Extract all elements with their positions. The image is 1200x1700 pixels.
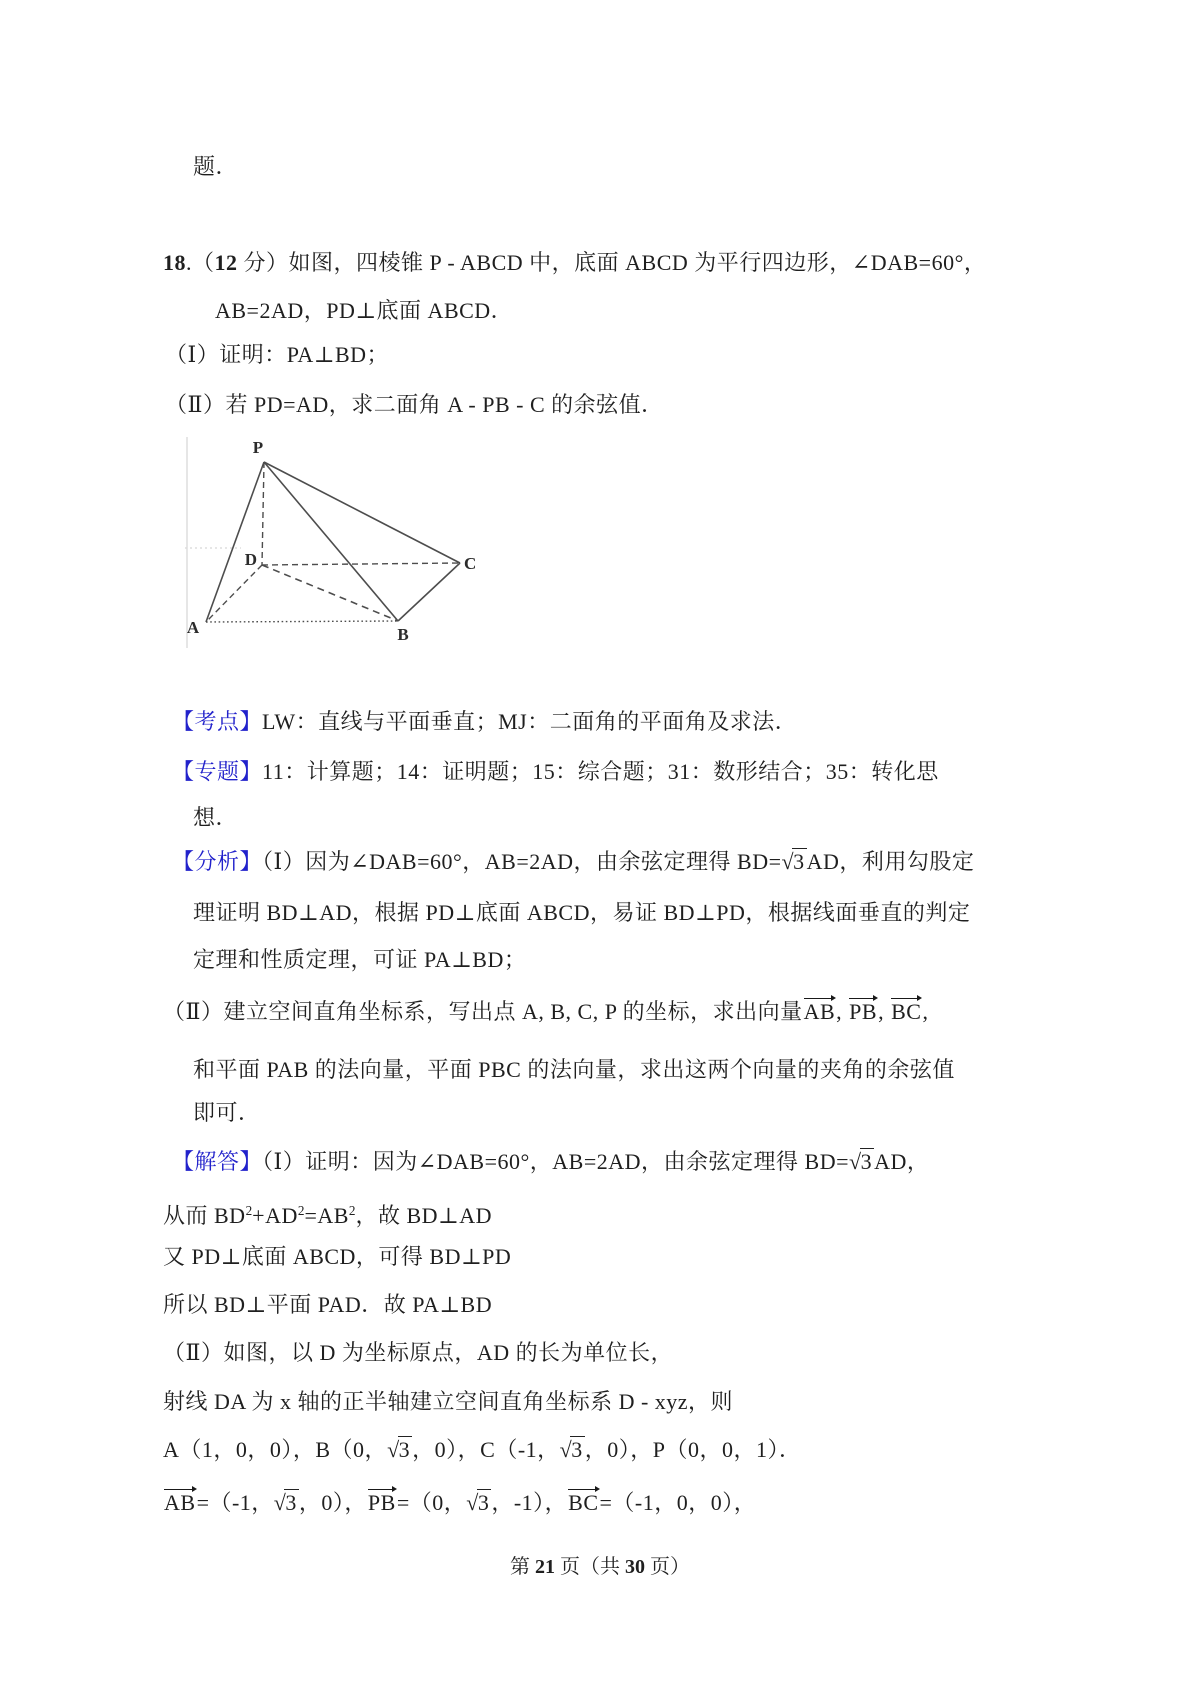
vector-PB: PB [849,999,878,1024]
superscript: 2 [245,1203,253,1218]
jieda-line2: 从而 $BD^2+AD^2=AB^2$，故 BD⊥AD [163,1202,493,1228]
vertex-label-A: A [186,618,200,637]
section-label: 【分析】 [172,849,263,874]
edge-PA [206,462,264,622]
section-label: 【解答】 [172,1149,263,1174]
pyramid-figure [185,435,495,650]
section-kaodian: 【考点】LW：直线与平面垂直；MJ：二面角的平面角及求法． [172,709,798,734]
bold-text: 30 [625,1556,645,1578]
superscript: 2 [348,1203,356,1218]
vector-PB: PB [367,1490,396,1515]
sqrt-radical: √3 [849,1149,873,1174]
vector-AB: AB [164,1490,196,1515]
fenxi-part2: （Ⅱ）建立空间直角坐标系，写出点 A, B, C, P 的坐标，求出向量AB, PB, BC, [163,999,929,1024]
edge-BC [398,563,460,621]
bold-text: 18 [163,250,186,275]
fenxi-line3: 定理和性质定理，可证 PA⊥BD； [193,947,527,972]
sqrt-radical: √3 [559,1437,583,1462]
jieda-line4: 所以 BD⊥平面 PAD．故 PA⊥BD [163,1292,493,1317]
fenxi-line6: 即可． [193,1100,261,1125]
zhuanti-cont: 想． [193,805,239,830]
vertex-label-D: D [244,550,257,569]
sqrt-radical: √3 [781,849,805,874]
problem18-part2: （Ⅱ）若 PD=AD，求二面角 A - PB - C 的余弦值． [165,392,664,417]
edge-DC [262,563,460,565]
edge-PC [264,462,460,563]
edge-DB [262,565,398,621]
vector-BC: BC [568,1490,599,1515]
sqrt-radical: √3 [273,1490,297,1515]
section-zhuanti: 【专题】11：计算题；14：证明题；15：综合题；31：数形结合；35：转化思 [172,759,939,784]
problem18-statement-line2: AB=2AD，PD⊥底面 ABCD． [215,298,514,323]
problem18-part1: （Ⅰ）证明：PA⊥BD； [165,342,390,367]
vertex-label-C: C [464,554,477,573]
vector-BC: BC [891,999,922,1024]
edge-PB [264,462,398,621]
jieda-coordinates: A（1，0，0），B（0，√3，0），C（-1，√3，0），P（0，0，1）． [163,1437,802,1462]
jieda-line3: 又 PD⊥底面 ABCD，可得 BD⊥PD [163,1244,512,1269]
bold-text: 12 [214,250,238,275]
bold-text: 21 [535,1556,555,1578]
fenxi-line2: 理证明 BD⊥AD，根据 PD⊥底面 ABCD，易证 BD⊥PD，根据线面垂直的判定 [193,900,971,925]
jieda-line6: 射线 DA 为 x 轴的正半轴建立空间直角坐标系 D - xyz，则 [163,1389,734,1414]
fenxi-line5: 和平面 PAB 的法向量，平面 PBC 的法向量，求出这两个向量的夹角的余弦值 [193,1057,955,1082]
vertex-label-P: P [252,438,264,457]
sqrt-radical: √3 [466,1490,490,1515]
section-label: 【考点】 [172,709,263,734]
sqrt-radical: √3 [387,1437,411,1462]
edge-DA [206,565,262,622]
vertex-label-B: B [397,625,409,644]
vector-AB: AB [803,999,836,1024]
jieda-vectors: AB=（-1，√3，0），PB=（0，√3，-1），BC=（-1，0，0）， [164,1490,757,1515]
problem18-statement-line1: 18.（12 分）如图，四棱锥 P - ABCD 中，底面 ABCD 为平行四边形，∠DAB=60°， [163,250,987,275]
section-jieda: 【解答】（Ⅰ）证明：因为∠DAB=60°，AB=2AD，由余弦定理得 BD=√3AD， [172,1149,930,1174]
jieda-part2: （Ⅱ）如图，以 D 为坐标原点，AD 的长为单位长， [163,1340,674,1365]
section-label: 【专题】 [172,759,263,784]
edge-PD [262,462,264,565]
edge-AB [206,621,398,622]
page-number-footer: 第 21 页（共 30 页） [510,1556,690,1578]
superscript: 2 [297,1203,305,1218]
previous-answer-tail: 题． [193,154,239,179]
section-fenxi: 【分析】（Ⅰ）因为∠DAB=60°，AB=2AD，由余弦定理得 BD=√3AD，利用勾股定 [172,849,975,874]
